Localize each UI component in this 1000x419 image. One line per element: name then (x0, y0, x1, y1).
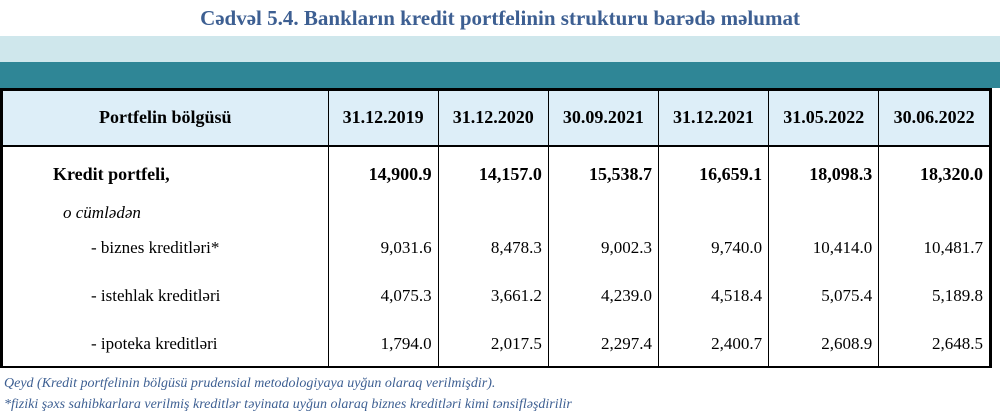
row-label: - ipoteka kreditləri (91, 333, 218, 353)
header-date: 30.06.2022 (879, 90, 989, 146)
cell-value: 4,075.3 (328, 272, 438, 320)
table-row-mortgage (3, 320, 989, 368)
header-date: 31.12.2020 (438, 90, 548, 146)
table-row-subheading (3, 202, 989, 224)
cell-value: 16,659.1 (658, 146, 768, 202)
cell-value: 2,297.4 (548, 320, 658, 368)
table-row-business (3, 224, 989, 272)
cell-value: 9,031.6 (328, 224, 438, 272)
footnote-business-credit: *fiziki şəxs sahibkarlara verilmiş kreditlər təyinata uyğun olaraq biznes kreditləri kimi tənsifləşdirilir (4, 397, 572, 412)
cell-value: 18,320.0 (879, 146, 989, 202)
cell-value: 4,518.4 (658, 272, 768, 320)
table-row-consumer (3, 272, 989, 320)
row-label: - istehlak kreditləri (91, 285, 221, 305)
cell-value: 2,400.7 (658, 320, 768, 368)
cell-value: 1,794.0 (328, 320, 438, 368)
row-label: o cümlədən (63, 202, 141, 222)
cell-value: 14,157.0 (438, 146, 548, 202)
cell-value: 10,481.7 (879, 224, 989, 272)
cell-value: 2,648.5 (879, 320, 989, 368)
cell-value: 2,017.5 (438, 320, 548, 368)
table-title: Cədvəl 5.4. Bankların kredit portfelinin strukturu barədə məlumat (200, 6, 800, 30)
cell-value: 5,075.4 (769, 272, 879, 320)
header-date: 31.12.2019 (328, 90, 438, 146)
cell-value: 4,239.0 (548, 272, 658, 320)
table-row-total (3, 146, 989, 202)
cell-value: 3,661.2 (438, 272, 548, 320)
cell-value: 10,414.0 (769, 224, 879, 272)
table-container (0, 88, 992, 368)
header-date: 31.05.2022 (769, 90, 879, 146)
cell-value: 2,608.9 (769, 320, 879, 368)
footnotes (4, 373, 994, 415)
footnote-methodology: Qeyd (Kredit portfelinin bölgüsü prudensial metodologiyaya uyğun olaraq verilmişdir). (4, 376, 496, 391)
header-date: 30.09.2021 (548, 90, 658, 146)
credit-portfolio-table (3, 88, 989, 368)
header-date: 31.12.2021 (658, 90, 768, 146)
cell-value: 15,538.7 (548, 146, 658, 202)
cell-value: 9,002.3 (548, 224, 658, 272)
row-label: - biznes kreditləri* (91, 237, 220, 257)
cell-value: 14,900.9 (328, 146, 438, 202)
cell-value: 5,189.8 (879, 272, 989, 320)
header-label: Portfelin bölgüsü (3, 90, 328, 146)
header-row (3, 90, 989, 146)
cell-value: 8,478.3 (438, 224, 548, 272)
cell-value: 9,740.0 (658, 224, 768, 272)
decorative-band-dark (0, 62, 1000, 88)
row-label: Kredit portfeli, (53, 163, 170, 184)
cell-value: 18,098.3 (769, 146, 879, 202)
decorative-band-light (0, 36, 1000, 62)
